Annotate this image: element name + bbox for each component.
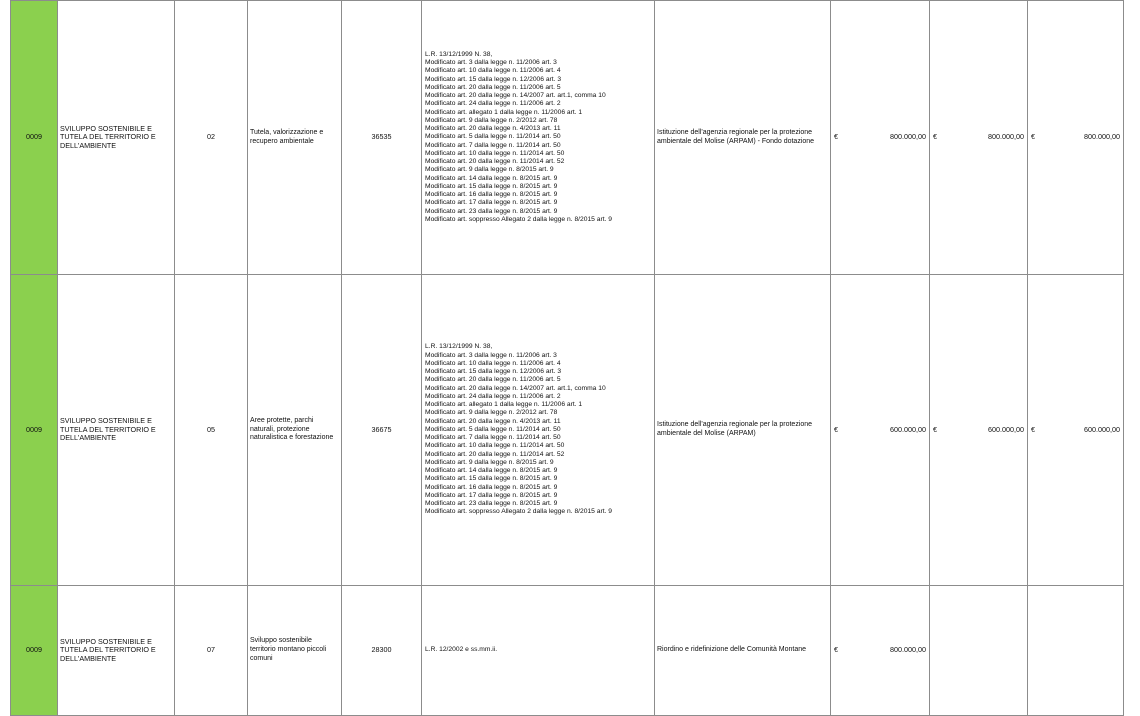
currency-symbol: € [933, 132, 937, 142]
amount-cell-2 [930, 1, 1028, 275]
amount-value: 600.000,00 [988, 424, 1024, 434]
amount-cell-3 [1028, 586, 1124, 716]
law-line: Modificato art. allegato 1 dalla legge n. 11/2006 art. 1 [425, 401, 583, 409]
law-line: Modificato art. 16 dalla legge n. 8/2015 art. 9 [425, 483, 558, 491]
legal-reference [422, 1, 655, 275]
law-line: Modificato art. 9 dalla legge n. 2/2012 art. 78 [425, 116, 558, 124]
amount-value: 800.000,00 [890, 645, 926, 655]
law-line: Modificato art. 20 dalla legge n. 11/2006 art. 5 [425, 83, 561, 91]
law-line: Modificato art. 10 dalla legge n. 11/2006 art. 4 [425, 359, 561, 367]
amount-value: 800.000,00 [988, 132, 1024, 142]
law-line: Modificato art. 24 dalla legge n. 11/2006 art. 2 [425, 100, 561, 108]
law-line: Modificato art. 24 dalla legge n. 11/2006 art. 2 [425, 392, 561, 400]
program-code: 07 [175, 586, 248, 716]
law-line: Modificato art. 20 dalla legge n. 4/2013 art. 11 [425, 417, 561, 425]
law-line: Modificato art. 14 dalla legge n. 8/2015 art. 9 [425, 467, 558, 475]
law-line: Modificato art. 15 dalla legge n. 8/2015 art. 9 [425, 182, 558, 190]
mission-code: 0009 [11, 1, 58, 275]
chapter-description: Riordino e ridefinizione delle Comunità Montane [655, 586, 831, 716]
law-line: Modificato art. 20 dalla legge n. 11/2014 art. 52 [425, 450, 565, 458]
amount-value: 600.000,00 [890, 424, 926, 434]
program-description: Aree protette, parchi naturali, protezione naturalistica e forestazione [248, 275, 342, 586]
chapter-number: 28300 [342, 586, 422, 716]
table-row [11, 275, 1124, 586]
mission-name: SVILUPPO SOSTENIBILE E TUTELA DEL TERRITORIO E DELL'AMBIENTE [58, 586, 175, 716]
chapter-description: Istituzione dell'agenzia regionale per la protezione ambientale del Molise (ARPAM) [655, 275, 831, 586]
law-line: Modificato art. soppresso Allegato 2 dalla legge n. 8/2015 art. 9 [425, 215, 612, 223]
program-code: 05 [175, 275, 248, 586]
chapter-description: Istituzione dell'agenzia regionale per la protezione ambientale del Molise (ARPAM) - Fondo dotazione [655, 1, 831, 275]
amount-value: 800.000,00 [890, 132, 926, 142]
mission-code: 0009 [11, 586, 58, 716]
currency-symbol: € [933, 424, 937, 434]
law-line: Modificato art. 10 dalla legge n. 11/2006 art. 4 [425, 67, 561, 75]
law-line: Modificato art. 20 dalla legge n. 4/2013 art. 11 [425, 125, 561, 133]
amount-cell-3 [1028, 275, 1124, 586]
mission-name: SVILUPPO SOSTENIBILE E TUTELA DEL TERRITORIO E DELL'AMBIENTE [58, 1, 175, 275]
law-line: Modificato art. allegato 1 dalla legge n. 11/2006 art. 1 [425, 108, 583, 116]
law-line: L.R. 13/12/1999 N. 38, [425, 50, 493, 58]
law-line: Modificato art. 10 dalla legge n. 11/2014 art. 50 [425, 149, 565, 157]
currency-symbol: € [834, 132, 838, 142]
currency-symbol: € [1031, 424, 1035, 434]
currency-symbol: € [834, 645, 838, 655]
program-code: 02 [175, 1, 248, 275]
law-line: Modificato art. 3 dalla legge n. 11/2006 art. 3 [425, 351, 557, 359]
amount-value: 600.000,00 [1084, 424, 1120, 434]
law-line: Modificato art. 15 dalla legge n. 12/2006 art. 3 [425, 368, 562, 376]
table-row [11, 1, 1124, 275]
law-line: Modificato art. 20 dalla legge n. 14/2007 art. art.1, comma 10 [425, 384, 606, 392]
amount-cell-1 [831, 586, 930, 716]
law-line: Modificato art. 3 dalla legge n. 11/2006 art. 3 [425, 59, 557, 67]
amount-cell-3 [1028, 1, 1124, 275]
amount-cell-1 [831, 275, 930, 586]
legal-reference [422, 586, 655, 716]
mission-code: 0009 [11, 275, 58, 586]
law-line: Modificato art. 9 dalla legge n. 8/2015 art. 9 [425, 166, 554, 174]
law-line: Modificato art. 14 dalla legge n. 8/2015 art. 9 [425, 174, 558, 182]
law-line: Modificato art. 7 dalla legge n. 11/2014 art. 50 [425, 141, 561, 149]
law-line: Modificato art. 20 dalla legge n. 11/2006 art. 5 [425, 376, 561, 384]
chapter-number: 36675 [342, 275, 422, 586]
law-line: Modificato art. 17 dalla legge n. 8/2015 art. 9 [425, 199, 558, 207]
amount-value: 800.000,00 [1084, 132, 1120, 142]
currency-symbol: € [834, 424, 838, 434]
currency-symbol: € [1031, 132, 1035, 142]
law-line: L.R. 13/12/1999 N. 38, [425, 343, 493, 351]
mission-name: SVILUPPO SOSTENIBILE E TUTELA DEL TERRITORIO E DELL'AMBIENTE [58, 275, 175, 586]
law-line: Modificato art. 5 dalla legge n. 11/2014 art. 50 [425, 425, 561, 433]
table-row [11, 586, 1124, 716]
law-line: Modificato art. 9 dalla legge n. 2/2012 art. 78 [425, 409, 558, 417]
law-line: Modificato art. 7 dalla legge n. 11/2014 art. 50 [425, 434, 561, 442]
law-line: Modificato art. 17 dalla legge n. 8/2015 art. 9 [425, 491, 558, 499]
amount-cell-2 [930, 275, 1028, 586]
law-line: Modificato art. 10 dalla legge n. 11/2014 art. 50 [425, 442, 565, 450]
law-line: Modificato art. 23 dalla legge n. 8/2015 art. 9 [425, 207, 558, 215]
law-line: L.R. 12/2002 e ss.mm.ii. [425, 646, 498, 654]
law-line: Modificato art. 9 dalla legge n. 8/2015 art. 9 [425, 458, 554, 466]
legal-reference [422, 275, 655, 586]
law-line: Modificato art. 5 dalla legge n. 11/2014 art. 50 [425, 133, 561, 141]
law-line: Modificato art. 20 dalla legge n. 14/2007 art. art.1, comma 10 [425, 92, 606, 100]
amount-cell-2 [930, 586, 1028, 716]
program-description: Sviluppo sostenibile territorio montano piccoli comuni [248, 586, 342, 716]
law-line: Modificato art. 23 dalla legge n. 8/2015 art. 9 [425, 500, 558, 508]
law-line: Modificato art. soppresso Allegato 2 dalla legge n. 8/2015 art. 9 [425, 508, 612, 516]
law-line: Modificato art. 15 dalla legge n. 12/2006 art. 3 [425, 75, 562, 83]
amount-cell-1 [831, 1, 930, 275]
law-line: Modificato art. 15 dalla legge n. 8/2015 art. 9 [425, 475, 558, 483]
law-line: Modificato art. 16 dalla legge n. 8/2015 art. 9 [425, 191, 558, 199]
chapter-number: 36535 [342, 1, 422, 275]
program-description: Tutela, valorizzazione e recupero ambientale [248, 1, 342, 275]
law-line: Modificato art. 20 dalla legge n. 11/2014 art. 52 [425, 158, 565, 166]
budget-table [10, 0, 1124, 716]
